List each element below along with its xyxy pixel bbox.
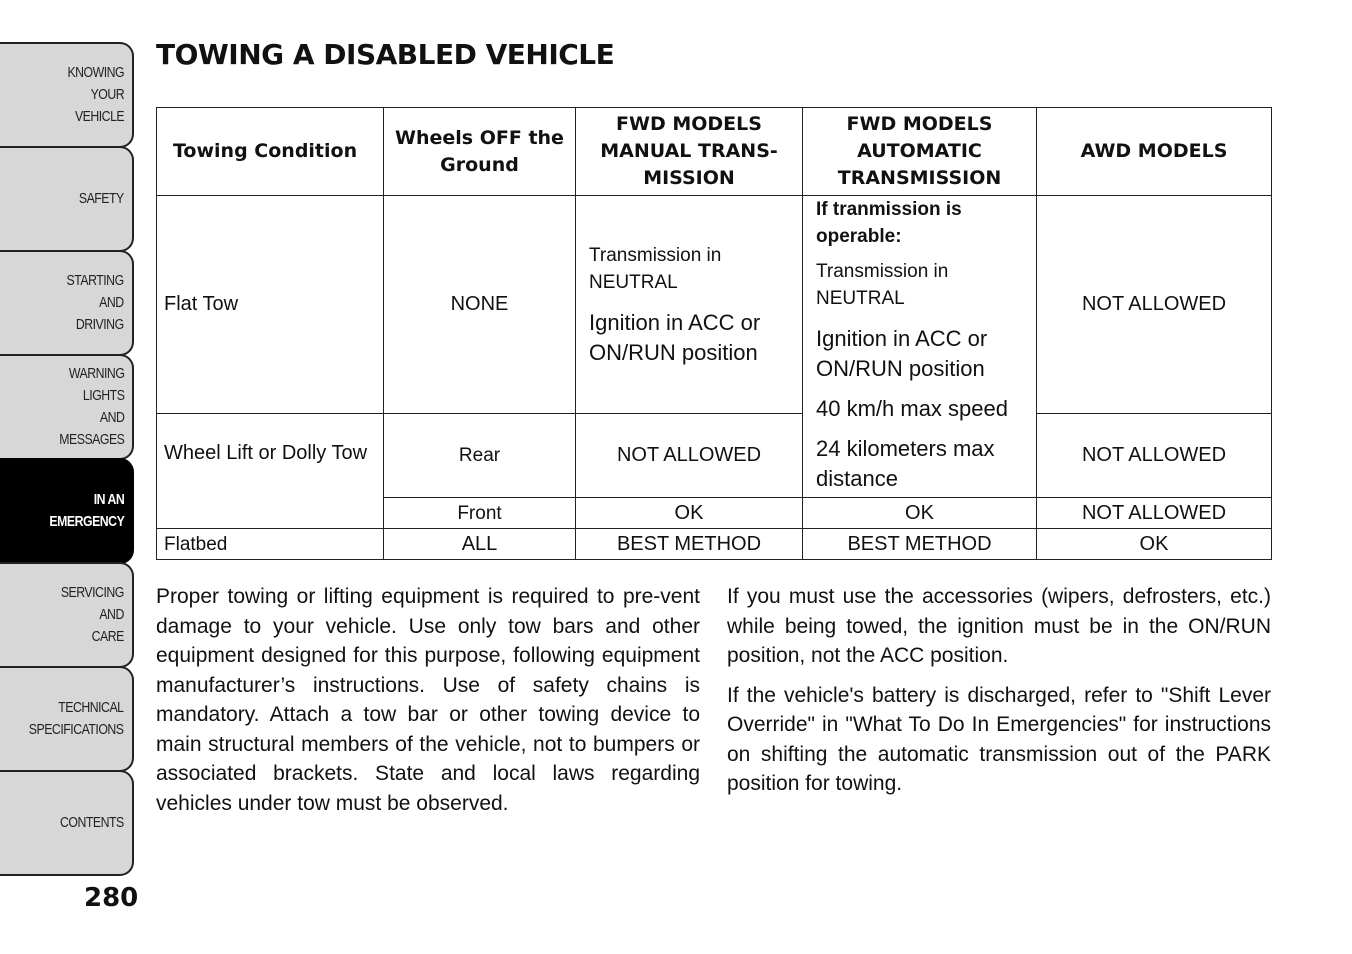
page-title: TOWING A DISABLED VEHICLE xyxy=(156,38,615,71)
cell-flat-tow-condition: Flat Tow xyxy=(157,196,384,414)
cell-flatbed-fwd-automatic: BEST METHOD xyxy=(803,529,1037,560)
tab-label: KNOWING YOUR VEHICLE xyxy=(67,64,124,125)
towing-equipment-paragraph: Proper towing or lifting equipment is required to pre-vent damage to your vehicle. Use only tow bars and other equipment designed for this purpose, following equipment manufacturer’s instructions. Use of safety chains is mandatory. Attach a tow bar or other towing device to main structural members of the vehicle, not to bumpers or associated brackets. State and local laws regarding vehicles under tow must be observed. xyxy=(156,585,700,815)
table-row-wheel-lift-rear xyxy=(157,414,1272,498)
automatic-ignition-note: Ignition in ACC or ON/RUN position xyxy=(816,326,988,381)
cell-wheel-lift-rear-fwd-manual: NOT ALLOWED xyxy=(576,414,803,498)
cell-wheel-lift-front-awd: NOT ALLOWED xyxy=(1037,498,1272,529)
towing-table xyxy=(156,107,1272,560)
tab-in-an-emergency[interactable] xyxy=(0,458,134,564)
cell-flat-tow-awd: NOT ALLOWED xyxy=(1037,196,1272,414)
cell-flat-tow-wheels-off: NONE xyxy=(384,196,576,414)
cell-flatbed-wheels-off: ALL xyxy=(384,529,576,560)
table-row-flatbed xyxy=(157,529,1272,560)
cell-wheel-lift-front-fwd-manual: OK xyxy=(576,498,803,529)
header-wheels-off: Wheels OFF the Ground xyxy=(384,108,576,196)
tab-servicing-and-care[interactable] xyxy=(0,562,134,668)
flat-tow-manual-ignition-note: Ignition in ACC or ON/RUN position xyxy=(589,309,761,365)
header-towing-condition: Towing Condition xyxy=(157,108,384,196)
cell-flatbed-awd: OK xyxy=(1037,529,1272,560)
header-awd: AWD MODELS xyxy=(1037,108,1272,196)
tab-label: SAFETY xyxy=(79,190,124,207)
flat-tow-manual-transmission-note: Transmission in NEUTRAL xyxy=(589,244,722,293)
text-column-left xyxy=(156,582,700,828)
tab-knowing-your-vehicle[interactable] xyxy=(0,42,134,148)
header-fwd-manual: FWD MODELS MANUAL TRANS-MISSION xyxy=(576,108,803,196)
automatic-condition-heading: If tranmission is operable: xyxy=(816,199,962,247)
tab-label: IN AN EMERGENCY xyxy=(49,491,124,530)
cell-wheel-lift-front-fwd-automatic: OK xyxy=(803,498,1037,529)
table-header-row xyxy=(157,108,1272,196)
tab-technical-specifications[interactable] xyxy=(0,666,134,772)
cell-flatbed-fwd-manual: BEST METHOD xyxy=(576,529,803,560)
tab-label: TECHNICAL SPECIFICATIONS xyxy=(29,699,124,738)
header-fwd-automatic: FWD MODELS AUTOMATIC TRANSMISSION xyxy=(803,108,1037,196)
cell-fwd-automatic-note xyxy=(803,196,1037,498)
tab-label: SERVICING AND CARE xyxy=(60,584,124,645)
text-column-right xyxy=(727,582,1271,809)
tab-label: WARNING LIGHTS AND MESSAGES xyxy=(58,365,124,448)
cell-wheel-lift-rear: Rear xyxy=(384,414,576,498)
page-number: 280 xyxy=(84,883,139,913)
cell-flatbed-condition: Flatbed xyxy=(157,529,384,560)
tab-contents[interactable] xyxy=(0,770,134,876)
cell-flat-tow-fwd-manual xyxy=(576,196,803,414)
tab-warning-lights-and-messages[interactable] xyxy=(0,354,134,460)
battery-paragraph: If the vehicle's battery is discharged, refer to "Shift Lever Override" in "What To Do In Emergencies" for instructions on shifting the automatic transmission out of the PARK position for towing. xyxy=(727,683,1271,795)
cell-wheel-lift-rear-awd: NOT ALLOWED xyxy=(1037,414,1272,498)
tab-safety[interactable] xyxy=(0,146,134,252)
automatic-transmission-note: Transmission in NEUTRAL xyxy=(816,261,949,309)
tab-label: STARTING AND DRIVING xyxy=(66,272,124,333)
table-row-flat-tow xyxy=(157,196,1272,414)
automatic-max-speed-note: 40 km/h max speed xyxy=(816,396,1008,421)
tab-label: CONTENTS xyxy=(60,814,124,831)
cell-wheel-lift-condition: Wheel Lift or Dolly Tow xyxy=(157,414,384,529)
tab-starting-and-driving[interactable] xyxy=(0,250,134,356)
cell-wheel-lift-front: Front xyxy=(384,498,576,529)
accessories-paragraph: If you must use the accessories (wipers, defrosters, etc.) while being towed, the ignition must be in the ON/RUN position, not the ACC position. xyxy=(727,585,1271,667)
automatic-max-distance-note: 24 kilometers max distance xyxy=(816,436,995,491)
